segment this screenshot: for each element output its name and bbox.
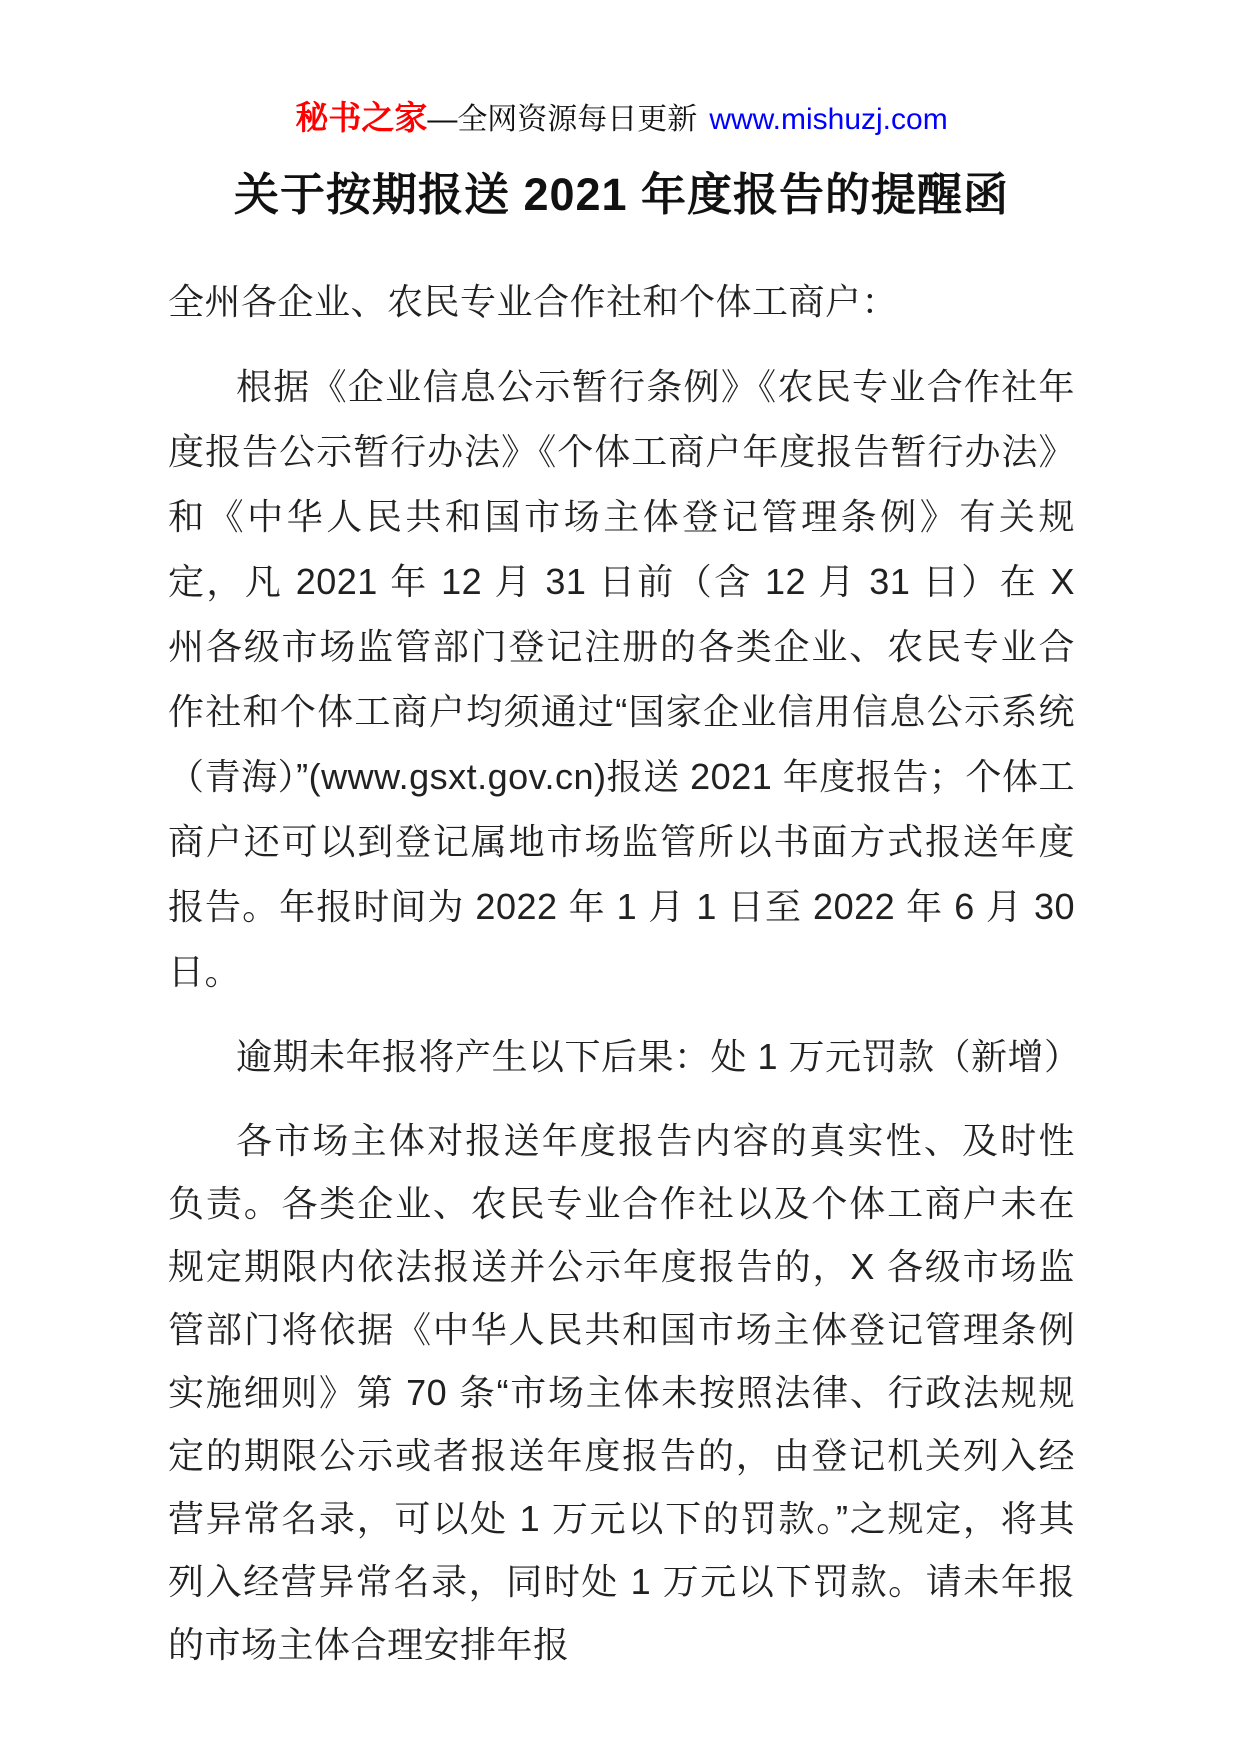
paragraph-report-requirements: 根据《企业信息公示暂行条例》《农民专业合作社年度报告公示暂行办法》《个体工商户年度报告暂行办法》和《中华人民共和国市场主体登记管理条例》有关规定，凡 2021 年 12 月 31 日前（含 12 月 31 日）在 X 州各级市场监管部门登记注册的各类企业、农民专业合作社和个体工商户均须通过“国家企业信用信息公示系统（青海）”(www.gsxt.gov.cn)报送 2021 年度报告；个体工商户还可以到登记属地市场监管所以书面方式报送年度报告。年报时间为 2022 年 1 月 1 日至 2022 年 6 月 30 日。 <box>168 366 1075 992</box>
site-url-link[interactable]: www.mishuzj.com <box>709 103 948 136</box>
site-tagline: —全网资源每日更新 <box>427 103 698 136</box>
paragraph-overdue-consequence: 逾期未年报将产生以下后果：处 1 万元罚款（新增） <box>236 1036 1081 1077</box>
paragraph-responsibility-penalty: 各市场主体对报送年度报告内容的真实性、及时性负责。各类企业、农民专业合作社以及个体工商户未在规定期限内依法报送并公示年度报告的，X 各级市场监管部门将依据《中华人民共和国市场主体登记管理条例实施细则》第 70 条“市场主体未按照法律、行政法规规定的期限公示或者报送年度报告的，由登记机关列入经营异常名录，可以处 1 万元以下的罚款。”之规定，将其列入经营异常名录，同时处 1 万元以下罚款。请未年报的市场主体合理安排年报 <box>168 1120 1075 1665</box>
site-header <box>168 97 1075 141</box>
document-title: 关于按期报送 2021 年度报告的提醒函 <box>233 169 1010 220</box>
document-body <box>168 269 1081 1676</box>
paragraph-salutation: 全州各企业、农民专业合作社和个体工商户： <box>168 281 899 322</box>
site-brand: 秘书之家 <box>295 99 428 136</box>
